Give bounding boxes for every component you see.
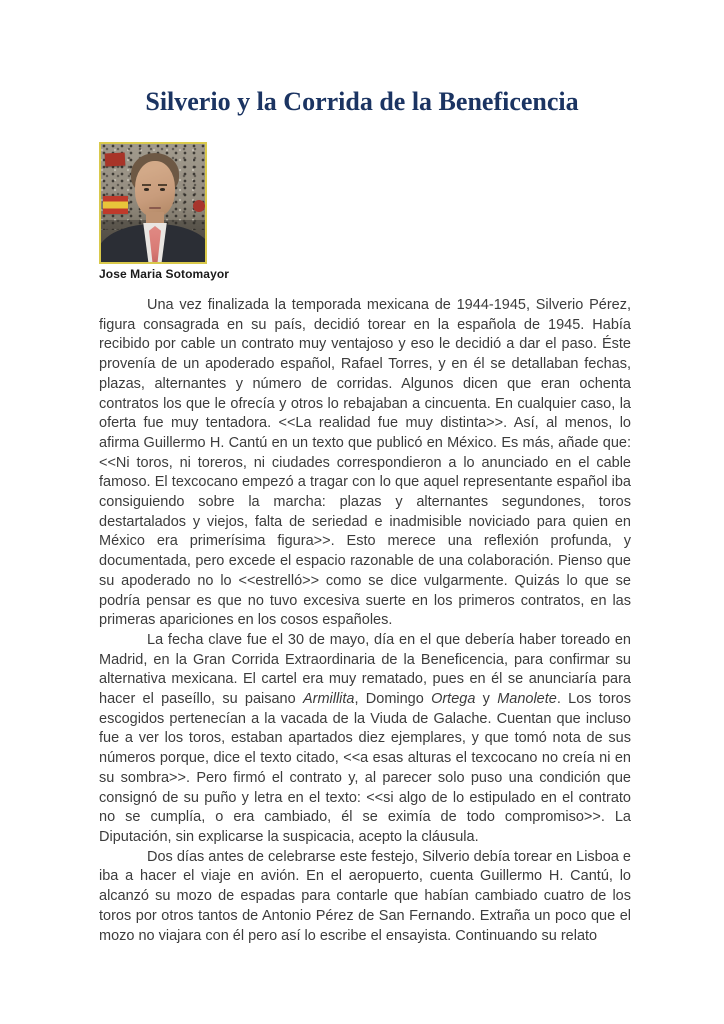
spanish-flag: [103, 196, 128, 214]
paragraph-2-text: , Domingo: [354, 691, 432, 708]
photo-caption: Jose Maria Sotomayor: [99, 267, 230, 281]
paragraph-2-text: . Los toros escogidos pertenecían a la vacada de la Viuda de Galache. Cuentan que incluso fue a ver los toros, estaban apartados diez ejemplares, y que tomó nota de sus números porque, dice el texto citado, <<a esas alturas el texcocano no creía ni en su sombra>>. Pero firmó el contrato y, al parecer solo puso una condición que consignó de su puño y letra en el texto: <<si algo de lo estipulado en el contrato no se cumplía, o era cambiado, él se eximía de todo compromiso>>. La Diputación, sin explicarse la suspicacia, acepto la cláusula.: [99, 691, 631, 845]
portrait-mouth: [149, 207, 161, 209]
page-title: Silverio y la Corrida de la Beneficencia: [145, 87, 579, 116]
red-spot: [193, 200, 205, 212]
torero-name-ortega: Ortega: [431, 691, 476, 708]
portrait-eye-right: [160, 188, 165, 191]
paragraph-1: Una vez finalizada la temporada mexicana de 1944-1945, Silverio Pérez, figura consagrada en su país, decidió torear en la española de 1945. Había recibido por cable un contrato muy ventajoso y eso le decidió a dar el paso. Éste provenía de un apoderado español, Rafael Torres, y en él se detallaban fechas, plazas, alternantes y número de corridas. Algunos dicen que eran ochenta contratos los que le ofrecía y otros lo rebajaban a cincuenta. En cualquier caso, la oferta fue muy tentadora. <<La realidad fue muy distinta>>. Así, al menos, lo afirma Guillermo H. Cantú en un texto que publicó en México. Es más, añade que: <<Ni toros, ni toreros, ni ciudades correspondieron a lo anunciado en el cable famoso. El texcocano empezó a tragar con lo que aquel representante español iba consiguiendo sobre la marcha: plazas y alternantes segundones, toros destartalados y viejos, falta de seriedad e inadmisible noviciado para quien en México era primerísima figura>>. Esto merece una reflexión profunda, y documentada, pero excede el espacio razonable de una colaboración. Pienso que su apoderado no lo <<estrelló>> como se dice vulgarmente. Quizás lo que se podría pensar es que no tuvo excesiva suerte en los primeros contratos, en las primeras apariciones en los cosos españoles.: [99, 297, 631, 629]
paragraph-3: Dos días antes de celebrarse este festejo, Silverio debía torear en Lisboa e iba a hacer el viaje en avión. En el aeropuerto, cuenta Guillermo H. Cantú, lo alcanzó su mozo de espadas para contarle que habían cambiado cuatro de los toros por otros tantos de Antonio Pérez de San Fernando. Extraña un poco que el mozo no viajara con él pero así lo escribe el ensayista. Continuando su relato: [99, 848, 631, 944]
red-banner: [105, 152, 126, 166]
portrait-eyebrow-right: [158, 184, 167, 186]
portrait-eyebrow-left: [142, 184, 151, 186]
paragraph-2-text: y: [475, 691, 498, 708]
torero-name-armillita: Armillita: [302, 691, 355, 708]
paragraph-2-text: La fecha clave fue el 30 de mayo, día en el que debería haber toreado en Madrid, en la Gran Corrida Extraordinaria de la Beneficencia, para confirmar su alternativa mexicana. El cartel era muy rematado, pues en él se anunciaría para hacer el paseíllo, su paisano: [99, 631, 631, 708]
paragraph-2: [99, 631, 631, 848]
torero-name-manolete: Manolete: [497, 691, 557, 708]
portrait-eye-left: [144, 188, 149, 191]
article-body: [99, 296, 631, 946]
portrait-photo: [99, 142, 207, 264]
author-photo-figure: [99, 142, 259, 281]
